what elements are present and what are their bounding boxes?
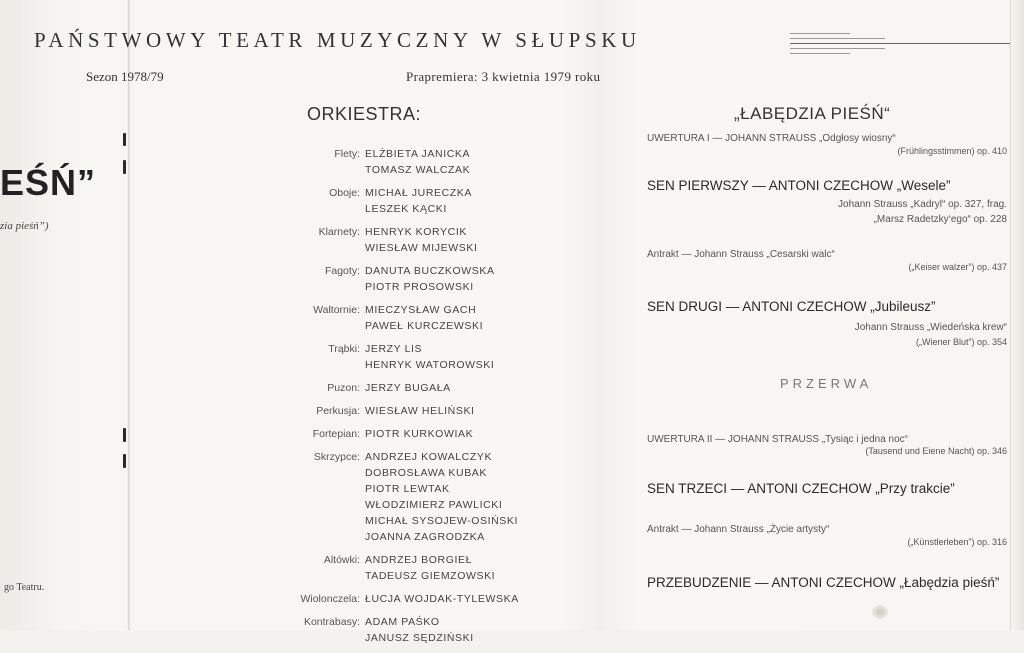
musician-name: TADEUSZ GIEMZOWSKI (365, 570, 496, 582)
decorative-rule (790, 48, 885, 49)
musician-name: PAWEŁ KURCZEWSKI (365, 320, 484, 332)
decorative-rule (790, 38, 885, 39)
overture-2: UWERTURA II — JOHANN STRAUSS „Tysiąc i jedna noc“ (647, 434, 908, 445)
page-fold-right (1010, 0, 1011, 630)
instrument-label: Trąbki: (328, 343, 360, 355)
musician-name: JOANNA ZAGRODZKA (365, 531, 485, 543)
musician-name: DANUTA BUCZKOWSKA (365, 265, 495, 277)
musician-names (365, 449, 518, 545)
musician-name: MICHAŁ JURECZKA (365, 187, 473, 199)
instrument-label: Klarnety: (318, 226, 360, 238)
awakening: PRZEBUDZENIE — ANTONI CZECHOW „Łabędzia pieśń” (647, 575, 1000, 590)
theatre-title: PAŃSTWOWY TEATR MUZYCZNY W SŁUPSKU (34, 28, 641, 52)
musician-name: WŁODZIMIERZ PAWLICKI (365, 499, 503, 511)
instrument-label: Wiolonczela: (300, 593, 360, 605)
intermission-act-2: Antrakt — Johann Strauss „Życie artysty“ (647, 524, 830, 535)
cover-title-fragment: EŚŃ” (0, 162, 97, 203)
instrument-label: Oboje: (329, 187, 360, 199)
musician-names (365, 263, 495, 295)
musician-names (365, 403, 475, 419)
instrument-label: Kontrabasy: (303, 616, 360, 628)
orchestra-section (280, 146, 570, 178)
musician-name: HENRYK WATOROWSKI (365, 359, 495, 371)
binding-mark (123, 428, 126, 442)
orchestra-section (280, 591, 570, 607)
orchestra-section (280, 224, 570, 256)
musician-names (365, 341, 494, 373)
season-label: Sezon 1978/79 (86, 69, 164, 84)
dream-1-note-2: „Marsz Radetzky‘ego“ op. 228 (873, 214, 1007, 225)
musician-name: PIOTR LEWTAK (365, 483, 450, 495)
orchestra-section (280, 302, 570, 334)
intermission-act-1: Antrakt — Johann Strauss „Cesarski walc“ (647, 249, 835, 260)
dream-1: SEN PIERWSZY — ANTONI CZECHOW „Wesele” (647, 178, 951, 193)
binding-mark (123, 160, 126, 174)
musician-name: HENRYK KORYCIK (365, 226, 467, 238)
musician-names (365, 591, 519, 607)
orchestra-section (280, 552, 570, 584)
intermission-act-1-note: („Keiser walzer”) op. 437 (908, 262, 1007, 272)
instrument-label: Puzon: (327, 382, 360, 394)
break-label: PRZERWA (780, 376, 873, 391)
instrument-label: Fortepian: (312, 428, 360, 440)
musician-name: ANDRZEJ BORGIEŁ (365, 554, 473, 566)
dream-2: SEN DRUGI — ANTONI CZECHOW „Jubileusz” (647, 299, 936, 314)
decorative-rule (790, 53, 850, 54)
musician-names (365, 426, 473, 442)
overture-1: UWERTURA I — JOHANN STRAUSS „Odgłosy wiosny“ (647, 133, 896, 144)
page-fold-left (128, 0, 129, 630)
musician-name: ANDRZEJ KOWALCZYK (365, 451, 493, 463)
dream-3: SEN TRZECI — ANTONI CZECHOW „Przy trakcie” (647, 481, 955, 496)
instrument-label: Fagoty: (324, 265, 360, 277)
intermission-act-2-note: („Künstlerleben”) op. 316 (907, 537, 1007, 547)
cover-footer-fragment: go Teatru. (4, 582, 45, 593)
musician-names (365, 146, 470, 178)
musician-name: WIESŁAW HELIŃSKI (365, 405, 475, 417)
musician-names (365, 380, 451, 396)
musician-name: ELŻBIETA JANICKA (365, 148, 471, 160)
orchestra-section (280, 614, 570, 646)
musician-names (365, 185, 472, 217)
orchestra-section (280, 341, 570, 373)
musician-name: ŁUCJA WOJDAK-TYLEWSKA (365, 593, 519, 605)
musician-names (365, 302, 483, 334)
musician-name: ADAM PAŚKO (365, 616, 440, 628)
overture-1-note: (Frühlingsstimmen) op. 410 (897, 146, 1007, 156)
instrument-label: Perkusja: (316, 405, 360, 417)
musician-name: JERZY LIS (365, 343, 423, 355)
program-title: „ŁABĘDZIA PIEŚŃ“ (734, 104, 891, 123)
orchestra-list (280, 146, 570, 653)
orchestra-section (280, 426, 570, 442)
musician-name: MIECZYSŁAW GACH (365, 304, 477, 316)
dream-1-note-1: Johann Strauss „Kadryl“ op. 327, frag. (838, 199, 1007, 210)
musician-names (365, 552, 495, 584)
musician-name: TOMASZ WALCZAK (365, 164, 471, 176)
musician-name: JERZY BUGAŁA (365, 382, 451, 394)
decorative-rule (790, 43, 1010, 44)
instrument-label: Altówki: (323, 554, 360, 566)
musician-names (365, 614, 474, 646)
musician-name: LESZEK KĄCKI (365, 203, 447, 215)
binding-mark (123, 133, 126, 146)
orchestra-section (280, 263, 570, 295)
dream-2-note-1: Johann Strauss „Wiedeńska krew“ (854, 322, 1007, 333)
musician-name: DOBROSŁAWA KUBAK (365, 467, 488, 479)
decorative-rule (790, 33, 850, 34)
orchestra-section (280, 403, 570, 419)
premiere-date: Prapremiera: 3 kwietnia 1979 roku (406, 69, 601, 84)
instrument-label: Waltornie: (313, 304, 360, 316)
overture-2-note: (Tausend und Eiene Nacht) op. 346 (865, 446, 1007, 456)
musician-names (365, 224, 477, 256)
musician-name: PIOTR PROSOWSKI (365, 281, 474, 293)
cover-subtitle-fragment: zia pieśń”) (0, 220, 49, 232)
paper-smudge (872, 605, 888, 619)
musician-name: PIOTR KURKOWIAK (365, 428, 474, 440)
instrument-label: Flety: (334, 148, 360, 160)
musician-name: JANUSZ SĘDZIŃSKI (365, 632, 474, 644)
musician-name: MICHAŁ SYSOJEW-OSIŃSKI (365, 515, 519, 527)
instrument-label: Skrzypce: (313, 451, 360, 463)
binding-mark (123, 454, 126, 468)
orchestra-section (280, 449, 570, 545)
orchestra-section (280, 185, 570, 217)
dream-2-note-2: („Wiener Blut”) op. 354 (915, 337, 1007, 347)
orchestra-heading: ORKIESTRA: (307, 104, 422, 124)
orchestra-section (280, 380, 570, 396)
musician-name: WIESŁAW MIJEWSKI (365, 242, 478, 254)
